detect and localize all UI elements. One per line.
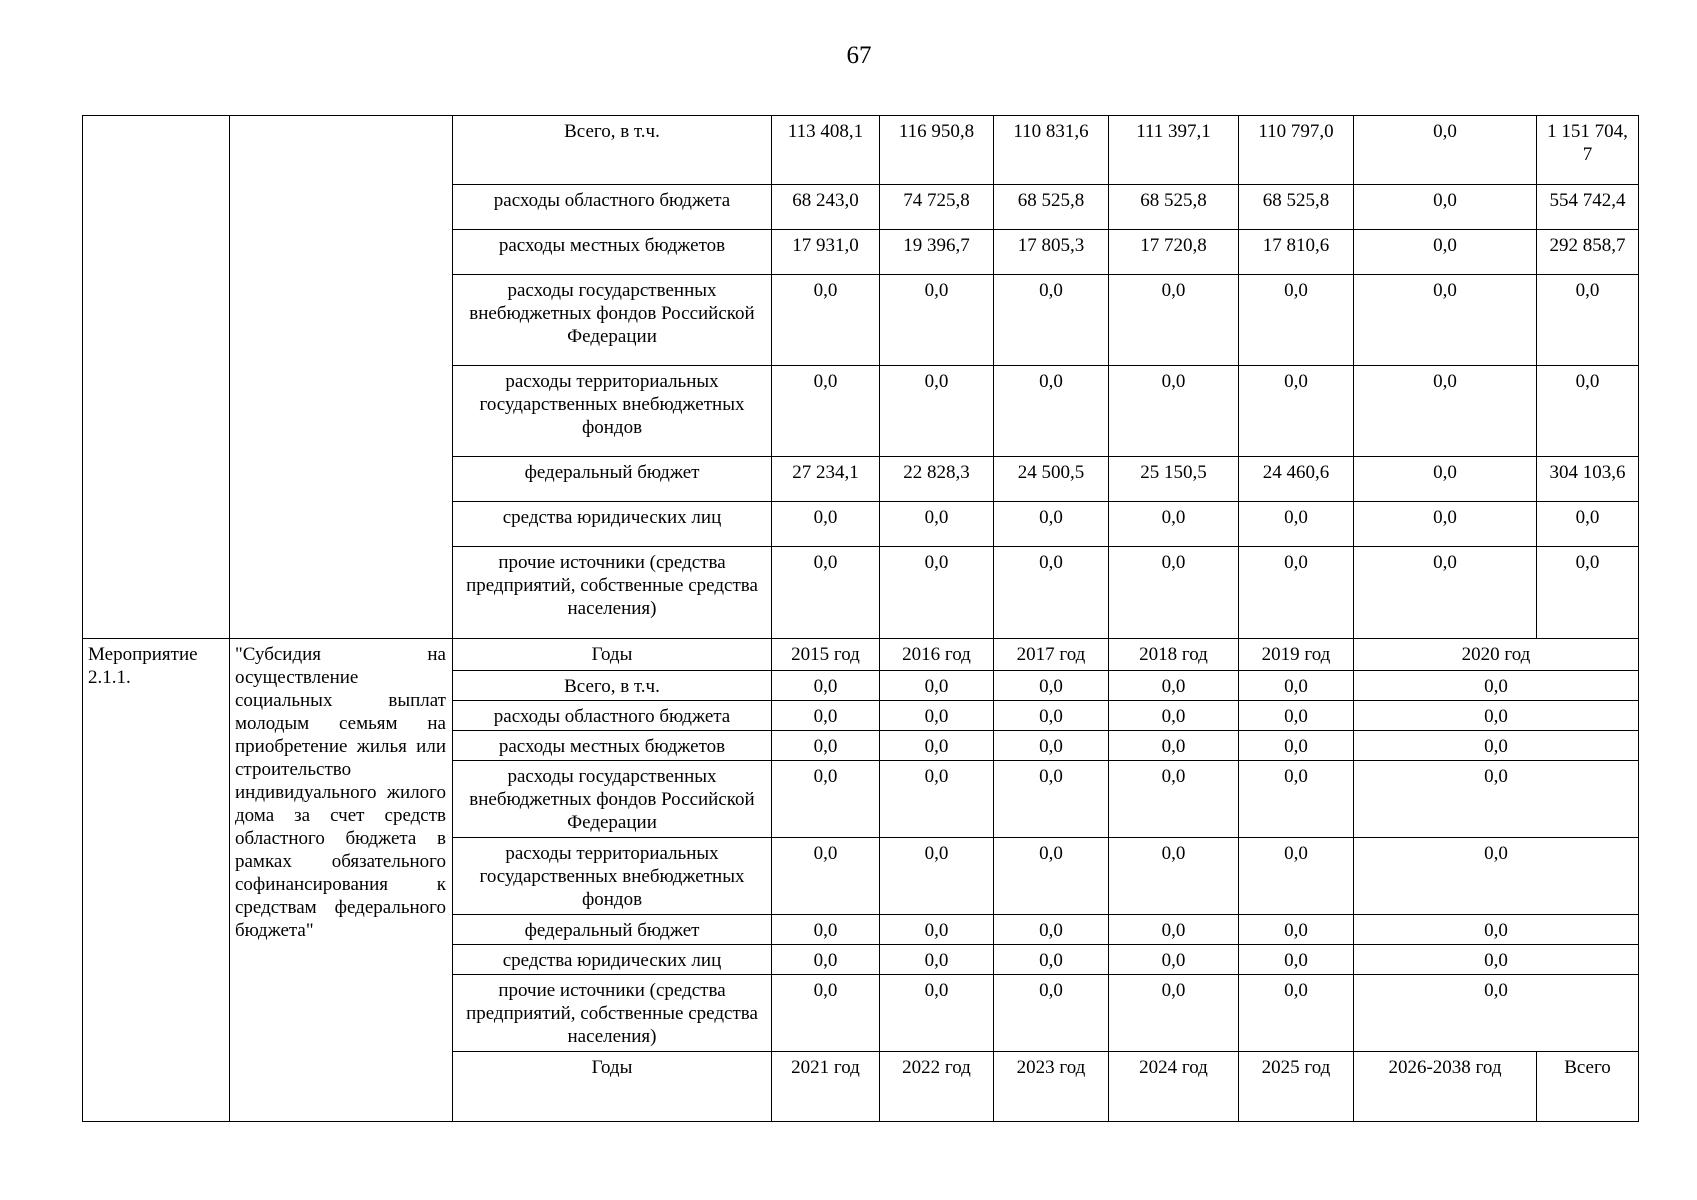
value-cell: 0,0 <box>1354 671 1639 701</box>
value-cell: 0,0 <box>772 366 880 457</box>
value-cell: 292 858,7 <box>1537 230 1639 275</box>
years-label: Годы <box>453 639 772 671</box>
value-cell: 24 460,6 <box>1239 457 1354 502</box>
value-cell: 68 525,8 <box>994 185 1109 230</box>
row-label: расходы местных бюджетов <box>453 230 772 275</box>
value-cell: 111 397,1 <box>1109 116 1239 185</box>
value-cell: 0,0 <box>1537 502 1639 547</box>
value-cell: 0,0 <box>1109 547 1239 639</box>
value-cell: 0,0 <box>994 761 1109 838</box>
value-cell: 0,0 <box>880 731 994 761</box>
value-cell: 17 805,3 <box>994 230 1109 275</box>
value-cell: 0,0 <box>1109 761 1239 838</box>
empty-activity-cell <box>83 116 230 639</box>
row-label: расходы государственных внебюджетных фондов Российской Федерации <box>453 761 772 838</box>
value-cell: 0,0 <box>1109 366 1239 457</box>
value-cell: 0,0 <box>772 731 880 761</box>
row-label: расходы территориальных государственных внебюджетных фондов <box>453 838 772 915</box>
value-cell: 0,0 <box>772 915 880 945</box>
row-label: Всего, в т.ч. <box>453 116 772 185</box>
value-cell: 0,0 <box>994 701 1109 731</box>
value-cell: 0,0 <box>1354 761 1639 838</box>
value-cell: 0,0 <box>994 547 1109 639</box>
value-cell: 0,0 <box>1109 975 1239 1052</box>
value-cell: 0,0 <box>1109 945 1239 975</box>
value-cell: 0,0 <box>994 838 1109 915</box>
value-cell: 554 742,4 <box>1537 185 1639 230</box>
row-label: расходы областного бюджета <box>453 185 772 230</box>
value-cell: 0,0 <box>772 547 880 639</box>
value-cell: 0,0 <box>994 275 1109 366</box>
value-cell: 0,0 <box>880 945 994 975</box>
value-cell: 0,0 <box>880 701 994 731</box>
value-cell: 304 103,6 <box>1537 457 1639 502</box>
value-cell: 0,0 <box>1537 547 1639 639</box>
value-cell: 0,0 <box>772 975 880 1052</box>
value-cell: 0,0 <box>1354 275 1537 366</box>
value-cell: 0,0 <box>880 671 994 701</box>
value-cell: 0,0 <box>994 366 1109 457</box>
value-cell: 0,0 <box>1239 915 1354 945</box>
value-cell: 0,0 <box>1354 116 1537 185</box>
row-label: расходы территориальных государственных внебюджетных фондов <box>453 366 772 457</box>
value-cell: 0,0 <box>1109 502 1239 547</box>
table-row <box>83 116 1639 185</box>
value-cell: 0,0 <box>1239 975 1354 1052</box>
value-cell: 19 396,7 <box>880 230 994 275</box>
year-header-cell: 2025 год <box>1239 1052 1354 1122</box>
activity-cell: Мероприятие 2.1.1. <box>83 639 230 1122</box>
value-cell: 0,0 <box>1354 838 1639 915</box>
value-cell: 0,0 <box>1239 547 1354 639</box>
description-cell: "Субсидия на осуществление социальных выплат молодым семьям на приобретение жилья или строительство индивидуального жилого дома за счет средств областного бюджета в рамках обязательного софинансирования к средствам федерального бюджета" <box>230 639 453 1122</box>
budget-table <box>82 115 1639 1122</box>
value-cell: 0,0 <box>772 502 880 547</box>
year-header-cell: 2022 год <box>880 1052 994 1122</box>
years-label: Годы <box>453 1052 772 1122</box>
value-cell: 0,0 <box>1239 838 1354 915</box>
year-header-cell: 2015 год <box>772 639 880 671</box>
row-label: расходы местных бюджетов <box>453 731 772 761</box>
value-cell: 0,0 <box>1239 945 1354 975</box>
value-cell: 68 525,8 <box>1239 185 1354 230</box>
row-label: средства юридических лиц <box>453 945 772 975</box>
value-cell: 0,0 <box>1354 366 1537 457</box>
value-cell: 0,0 <box>772 838 880 915</box>
value-cell: 74 725,8 <box>880 185 994 230</box>
value-cell: 0,0 <box>1239 731 1354 761</box>
years-header-row <box>83 639 1639 671</box>
value-cell: 0,0 <box>994 731 1109 761</box>
value-cell: 0,0 <box>1354 547 1537 639</box>
value-cell: 0,0 <box>1354 975 1639 1052</box>
value-cell: 0,0 <box>880 915 994 945</box>
value-cell: 27 234,1 <box>772 457 880 502</box>
value-cell: 0,0 <box>1354 230 1537 275</box>
row-label: прочие источники (средства предприятий, собственные средства населения) <box>453 975 772 1052</box>
value-cell: 0,0 <box>994 502 1109 547</box>
year-header-cell: 2018 год <box>1109 639 1239 671</box>
value-cell: 0,0 <box>772 701 880 731</box>
value-cell: 0,0 <box>1537 366 1639 457</box>
value-cell: 0,0 <box>1109 838 1239 915</box>
value-cell: 0,0 <box>1354 731 1639 761</box>
year-header-cell: 2016 год <box>880 639 994 671</box>
value-cell: 0,0 <box>880 838 994 915</box>
value-cell: 0,0 <box>994 671 1109 701</box>
value-cell: 116 950,8 <box>880 116 994 185</box>
value-cell: 0,0 <box>1239 671 1354 701</box>
year-header-cell: 2026-2038 год <box>1354 1052 1537 1122</box>
value-cell: 110 797,0 <box>1239 116 1354 185</box>
value-cell: 0,0 <box>1354 915 1639 945</box>
value-cell: 0,0 <box>772 945 880 975</box>
value-cell: 0,0 <box>1354 701 1639 731</box>
year-header-cell: 2024 год <box>1109 1052 1239 1122</box>
value-cell: 0,0 <box>880 275 994 366</box>
value-cell: 1 151 704, 7 <box>1537 116 1639 185</box>
section1-body <box>83 116 1639 639</box>
empty-description-cell <box>230 116 453 639</box>
value-cell: 0,0 <box>1354 185 1537 230</box>
value-cell: 17 720,8 <box>1109 230 1239 275</box>
year-header-cell: Всего <box>1537 1052 1639 1122</box>
value-cell: 0,0 <box>1354 945 1639 975</box>
row-label: федеральный бюджет <box>453 457 772 502</box>
value-cell: 25 150,5 <box>1109 457 1239 502</box>
value-cell: 0,0 <box>1239 761 1354 838</box>
value-cell: 24 500,5 <box>994 457 1109 502</box>
value-cell: 113 408,1 <box>772 116 880 185</box>
value-cell: 0,0 <box>880 502 994 547</box>
value-cell: 0,0 <box>1239 502 1354 547</box>
value-cell: 17 810,6 <box>1239 230 1354 275</box>
year-header-cell: 2017 год <box>994 639 1109 671</box>
value-cell: 0,0 <box>1354 457 1537 502</box>
value-cell: 0,0 <box>1354 502 1537 547</box>
value-cell: 0,0 <box>994 915 1109 945</box>
value-cell: 22 828,3 <box>880 457 994 502</box>
value-cell: 68 243,0 <box>772 185 880 230</box>
value-cell: 0,0 <box>1109 701 1239 731</box>
row-label: федеральный бюджет <box>453 915 772 945</box>
year-header-cell: 2019 год <box>1239 639 1354 671</box>
row-label: прочие источники (средства предприятий, собственные средства населения) <box>453 547 772 639</box>
row-label: Всего, в т.ч. <box>453 671 772 701</box>
section2-body <box>83 639 1639 1122</box>
value-cell: 0,0 <box>880 366 994 457</box>
row-label: средства юридических лиц <box>453 502 772 547</box>
page-number: 67 <box>846 42 872 69</box>
value-cell: 0,0 <box>880 761 994 838</box>
value-cell: 0,0 <box>772 275 880 366</box>
value-cell: 68 525,8 <box>1109 185 1239 230</box>
value-cell: 0,0 <box>1239 701 1354 731</box>
value-cell: 0,0 <box>1109 915 1239 945</box>
value-cell: 0,0 <box>1239 366 1354 457</box>
value-cell: 0,0 <box>880 547 994 639</box>
value-cell: 0,0 <box>1537 275 1639 366</box>
value-cell: 110 831,6 <box>994 116 1109 185</box>
value-cell: 0,0 <box>994 975 1109 1052</box>
year-header-cell: 2020 год <box>1354 639 1639 671</box>
value-cell: 0,0 <box>1109 731 1239 761</box>
value-cell: 0,0 <box>772 671 880 701</box>
value-cell: 0,0 <box>1109 671 1239 701</box>
value-cell: 0,0 <box>994 945 1109 975</box>
value-cell: 0,0 <box>1239 275 1354 366</box>
year-header-cell: 2021 год <box>772 1052 880 1122</box>
value-cell: 0,0 <box>880 975 994 1052</box>
year-header-cell: 2023 год <box>994 1052 1109 1122</box>
row-label: расходы государственных внебюджетных фондов Российской Федерации <box>453 275 772 366</box>
value-cell: 0,0 <box>772 761 880 838</box>
value-cell: 0,0 <box>1109 275 1239 366</box>
row-label: расходы областного бюджета <box>453 701 772 731</box>
value-cell: 17 931,0 <box>772 230 880 275</box>
